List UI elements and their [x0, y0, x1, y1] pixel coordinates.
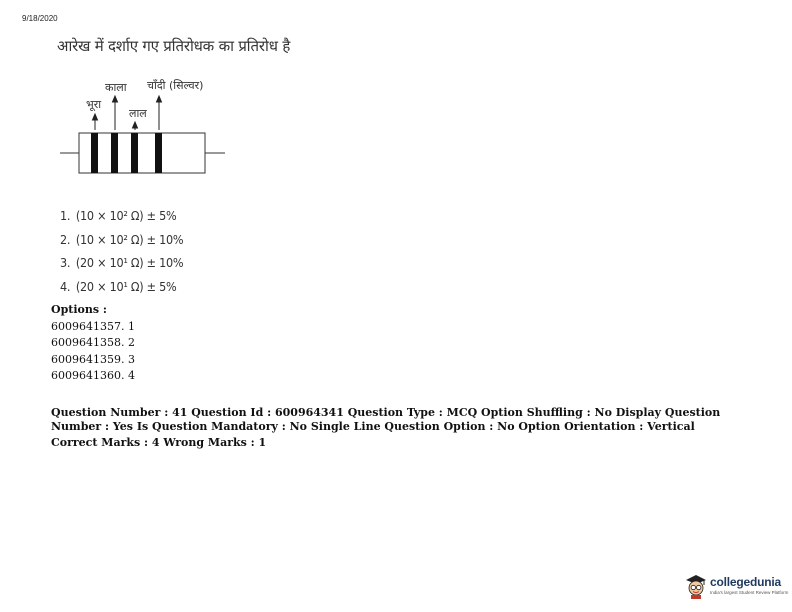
choice-label: 3.: [60, 255, 71, 270]
option-item: 6009641359. 3: [51, 352, 135, 366]
option-item: 6009641357. 1: [51, 319, 135, 333]
choice-label: 1.: [60, 208, 71, 223]
marks-line: Correct Marks : 4 Wrong Marks : 1: [51, 436, 267, 449]
band-black: [111, 133, 118, 173]
choice-text: (10 × 10² Ω) ± 5%: [75, 208, 177, 223]
options-list: [51, 302, 135, 385]
option-item: 6009641358. 2: [51, 336, 135, 349]
brand-tagline: India's largest Student Review Platform: [710, 590, 789, 595]
choice-label: 4.: [60, 278, 71, 294]
label-red: लाल: [129, 107, 147, 120]
question-meta: [51, 406, 771, 450]
choice-1: [60, 204, 183, 228]
choice-text: (20 × 10¹ Ω) ± 10%: [75, 255, 184, 270]
print-date: 9/18/2020: [22, 14, 58, 23]
choice-text: (10 × 10² Ω) ± 10%: [75, 231, 184, 247]
option-item: 6009641360. 4: [51, 369, 135, 382]
student-mascot-icon: [684, 573, 708, 599]
resistor-diagram: [55, 74, 245, 194]
choice-4: [60, 275, 183, 299]
brand-logo: [684, 573, 792, 603]
label-black: काला: [105, 81, 127, 94]
question-text: आरेख में दर्शाए गए प्रतिरोधक का प्रतिरोध है: [57, 37, 291, 55]
label-brown: भूरा: [86, 98, 102, 111]
brand-name: collegedunia: [710, 575, 781, 589]
answer-choices: [60, 204, 197, 298]
options-title: Options :: [51, 303, 107, 316]
label-silver: चाँदी (सिल्वर): [147, 79, 204, 92]
question-meta-line: Question Number : 41 Question Id : 600964341 Question Type : MCQ Option Shuffling : No Display Question Number : Yes Is Question Mandatory : No Single Line Question Option : No Option Orientation : Vertical: [51, 406, 721, 433]
resistor-body: [60, 133, 225, 173]
choice-3: [60, 251, 183, 275]
band-silver: [155, 133, 162, 173]
choice-label: 2.: [60, 231, 71, 247]
band-brown: [91, 133, 98, 173]
pointer-arrows: [93, 96, 162, 130]
choice-text: (20 × 10¹ Ω) ± 5%: [75, 278, 177, 294]
choice-2: [60, 228, 183, 252]
band-red: [131, 133, 138, 173]
